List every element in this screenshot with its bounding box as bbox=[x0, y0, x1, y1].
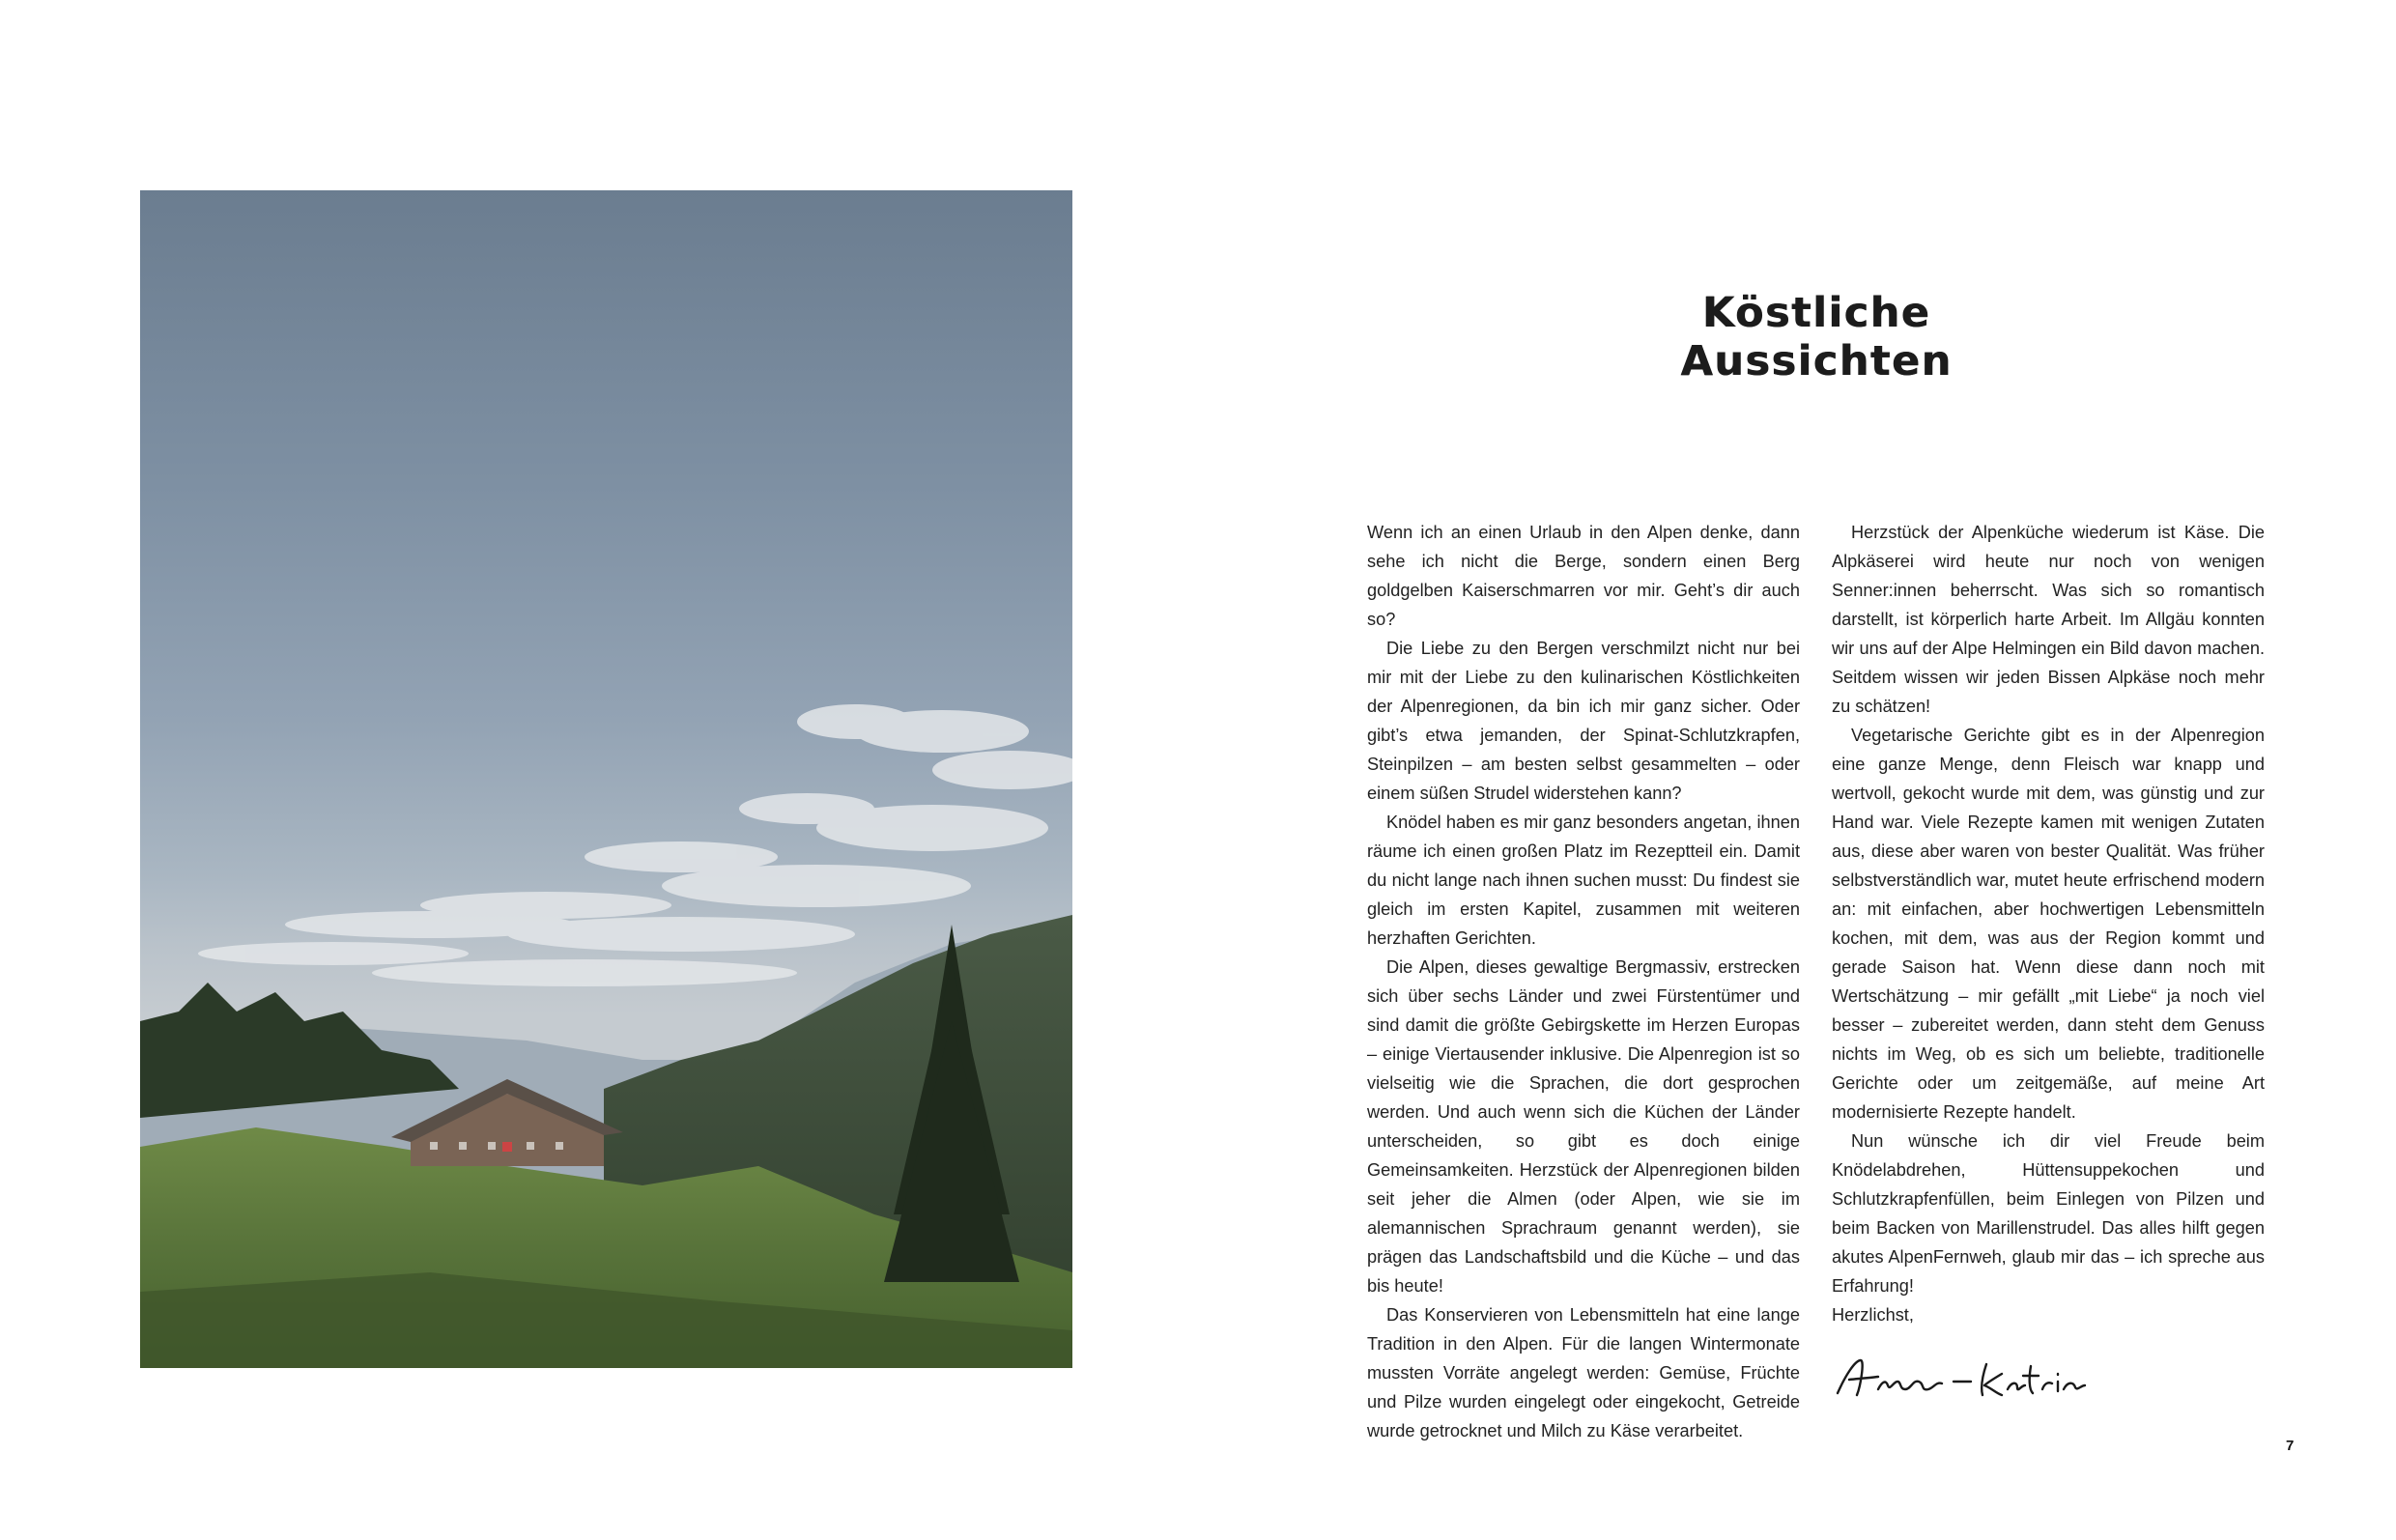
paragraph: Vegetarische Gerichte gibt es in der Alpenregion eine ganze Menge, denn Fleisch war knapp und wertvoll, gekocht wurde mit dem, was günstig und zur Hand war. Viele Rezepte kamen mit wenigen Zutaten aus, diese aber waren von bester Qualität. Was früher selbstverständlich war, mutet heute erfrischend modern an: mit einfachen, aber hochwertigen Lebensmitteln kochen, mit dem, was aus der Region kommt und gerade Saison hat. Wenn diese dann noch mit Wertschätzung – mir gefällt „mit Liebe“ ja noch viel besser – zubereitet werden, dann steht dem Genuss nichts im Weg, ob es sich um beliebte, traditionelle Gerichte oder um zeitgemäße, auf meine Art modernisierte Rezepte handelt. bbox=[1832, 726, 2265, 1122]
paragraph: Knödel haben es mir ganz besonders angetan, ihnen räume ich einen großen Platz im Rezeptteil ein. Damit du nicht lange nach ihnen suchen musst: Du findest sie gleich im ersten Kapitel, zusammen mit weiteren herzhaften Gerichten. bbox=[1367, 813, 1800, 948]
paragraph: Die Alpen, dieses gewaltige Bergmassiv, erstrecken sich über sechs Länder und zwei Fürstentümer und sind damit die größte Gebirgskette im Herzen Europas – einige Viertausender inklusive. Die Alpenregion ist so vielseitig wie die Sprachen, die dort gesprochen werden. Und auch wenn sich die Küchen der Länder unterscheiden, so gibt es doch einige Gemeinsamkeiten. Herzstück der Alpenregionen bilden seit jeher die Almen (oder Alpen, wie sie im alemannischen Sprachraum genannt werden), sie prägen das Landschaftsbild und die Küche – und das bis heute! bbox=[1367, 957, 1800, 1296]
page-title: Köstliche Aussichten bbox=[1680, 288, 1953, 385]
paragraph: Herzstück der Alpenküche wiederum ist Käse. Die Alpkäserei wird heute nur noch von wenigen Senner:innen beherrscht. Was sich so romantisch darstellt, ist körperlich harte Arbeit. Im Allgäu konnten wir uns auf der Alpe Helmingen ein Bild davon machen. Seitdem wissen wir jeden Bissen Alpkäse noch mehr zu schätzen! bbox=[1832, 523, 2265, 716]
paragraph: Das Konservieren von Lebensmitteln hat eine lange Tradition in den Alpen. Für die langen Wintermonate mussten Vorräte angelegt werden: Gemüse, Früchte und Pilze wurden eingelegt oder eingekocht, Getreide wurde getrocknet und Milch zu Käse verarbeitet. bbox=[1367, 1305, 1800, 1440]
text-column-left bbox=[1367, 518, 1800, 1445]
signature bbox=[1832, 1347, 2112, 1405]
alpine-hut-photo bbox=[140, 190, 1072, 1368]
closing-greeting: Herzlichst, bbox=[1832, 1305, 1914, 1325]
signature-text: Anne-Katrin bbox=[1832, 1347, 1838, 1348]
photo-illustration bbox=[140, 190, 1072, 1368]
paragraph: Wenn ich an einen Urlaub in den Alpen denke, dann sehe ich nicht die Berge, sondern einen Berg goldgelben Kaiserschmarren vor mir. Geht’s dir auch so? bbox=[1367, 523, 1800, 629]
paragraph: Die Liebe zu den Bergen verschmilzt nicht nur bei mir mit der Liebe zu den kulinarischen Köstlichkeiten der Alpenregionen, da bin ich mir ganz sicher. Oder gibt’s etwa jemanden, der Spinat-Schlutzkrapfen, Steinpilzen – am besten selbst gesammelten – oder einem süßen Strudel widerstehen kann? bbox=[1367, 639, 1800, 803]
page-number: 7 bbox=[2286, 1438, 2295, 1454]
text-column-right bbox=[1832, 518, 2265, 1405]
paragraph: Nun wünsche ich dir viel Freude beim Knödelabdrehen, Hüttensuppekochen und Schlutzkrapfenfüllen, beim Einlegen von Pilzen und beim Backen von Marillenstrudel. Das alles hilft gegen akutes AlpenFernweh, glaub mir das – ich spreche aus Erfahrung! bbox=[1832, 1131, 2265, 1296]
clouds bbox=[198, 704, 1072, 986]
